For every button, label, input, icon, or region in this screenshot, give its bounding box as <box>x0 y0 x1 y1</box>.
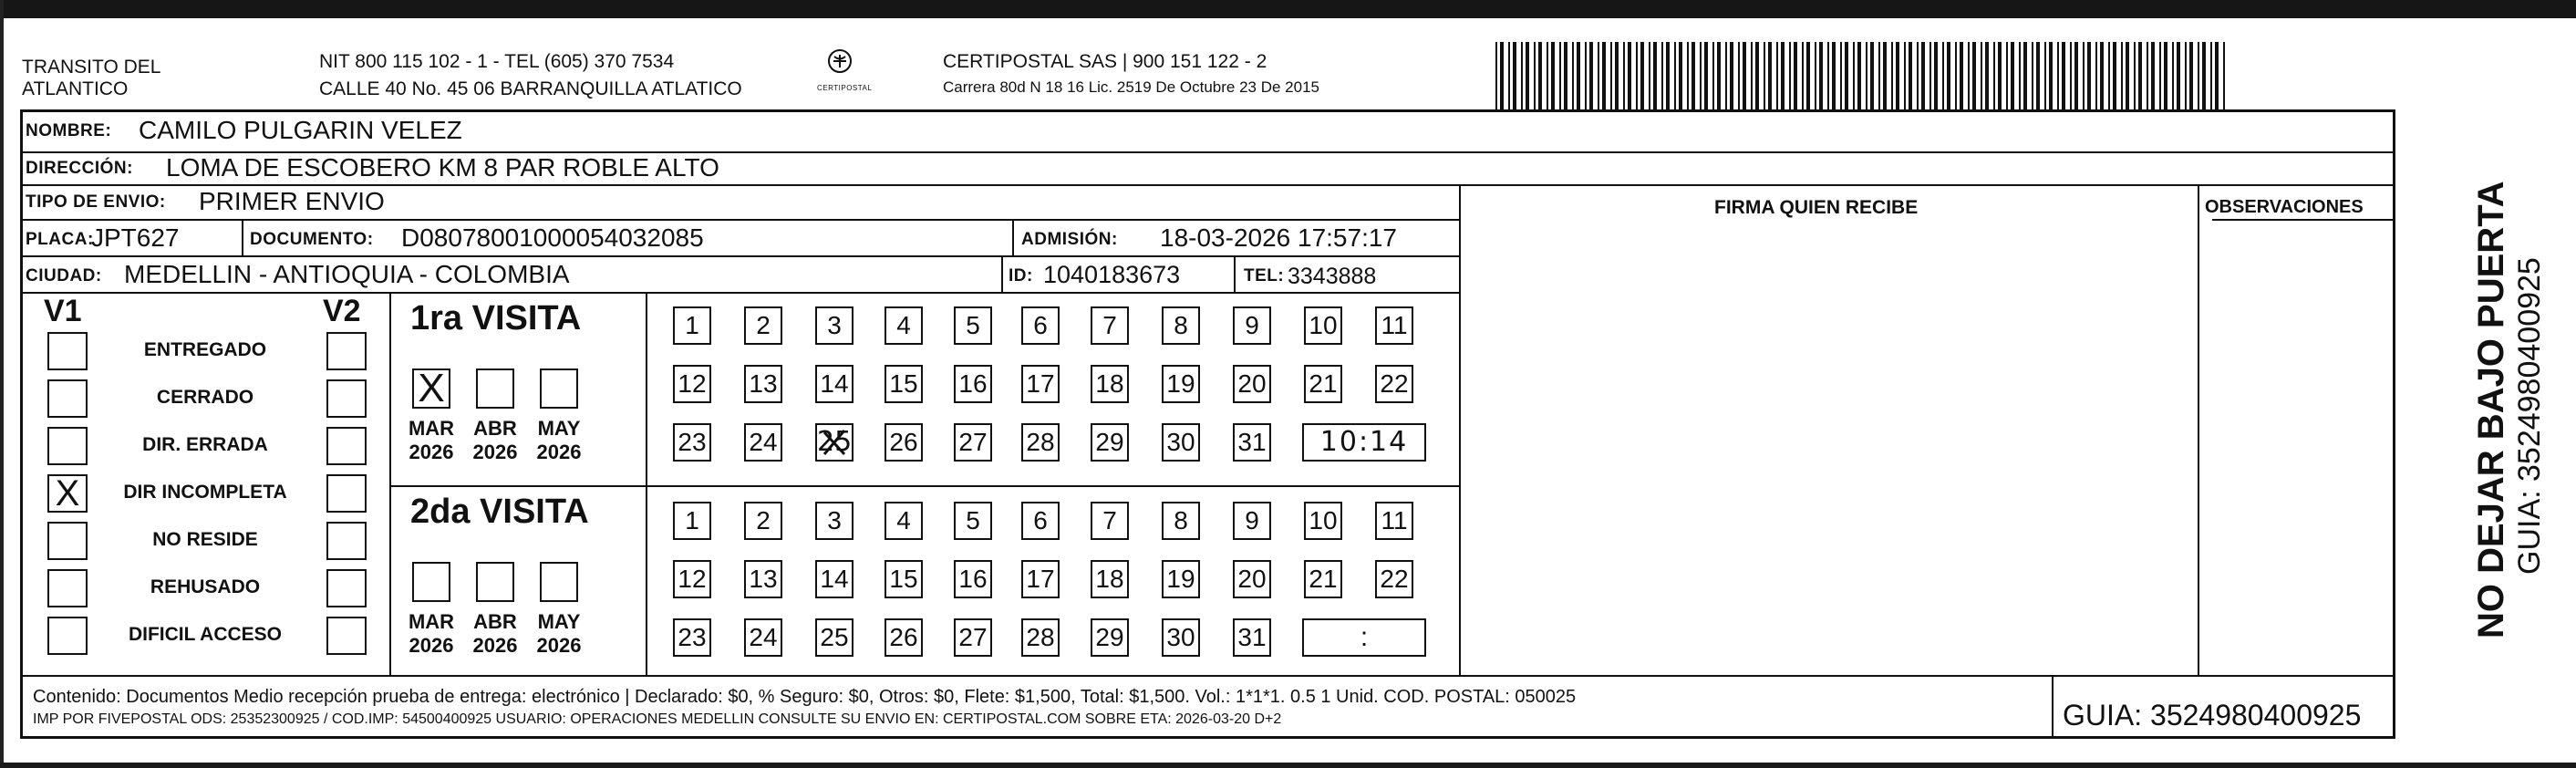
visit-divider <box>389 485 1459 487</box>
barcode-bar <box>2095 42 2097 109</box>
visit2-day-box: 22 <box>1375 560 1413 598</box>
barcode-bar <box>1968 42 1970 109</box>
barcode-bar <box>2147 42 2148 109</box>
barcode-bar <box>1577 42 1580 109</box>
barcode-bar <box>1738 42 1740 109</box>
ciudad-label: CIUDAD: <box>26 266 102 285</box>
barcode-bar <box>1700 42 1702 109</box>
nombre-value: CAMILO PULGARIN VELEZ <box>139 116 462 144</box>
barcode-bar <box>1896 42 1899 109</box>
row-divider <box>2212 219 2395 221</box>
v2-checkbox <box>326 522 367 560</box>
barcode-bar <box>2185 42 2187 109</box>
sender-name <box>22 57 160 100</box>
visit2-month-label: ABR <box>473 610 517 633</box>
sender-name-line2: ATLANTICO <box>22 78 129 99</box>
barcode-bar <box>1921 42 1925 109</box>
visit1-day-box: 7 <box>1091 306 1129 345</box>
visit1-day-box: 21 <box>1304 365 1342 403</box>
v2-header: V2 <box>323 294 361 328</box>
row-divider <box>20 255 1459 257</box>
barcode-bar <box>1712 42 1714 109</box>
id-value: 1040183673 <box>1043 261 1181 288</box>
visit2-day-box: 20 <box>1233 560 1271 598</box>
barcode-bar <box>1981 42 1982 109</box>
barcode-bar <box>1508 42 1510 109</box>
courier-license: Carrera 80d N 18 16 Lic. 2519 De Octubre 23 De 2015 <box>943 78 1319 96</box>
barcode-bar <box>2108 42 2110 109</box>
barcode-bar <box>1819 42 1823 109</box>
barcode-bar <box>1585 42 1587 109</box>
visit1-day-box: 15 <box>885 365 923 403</box>
visit1-day-box: 3 <box>815 306 853 345</box>
footer-column-divider <box>2052 675 2054 739</box>
barcode-bar <box>1985 42 1989 109</box>
sender-details <box>319 51 742 100</box>
tipo-envio-value: PRIMER ENVIO <box>199 187 385 215</box>
barcode-bar <box>1781 42 1785 109</box>
barcode-bar <box>1649 42 1650 109</box>
v2-checkbox <box>326 427 367 465</box>
barcode-bar <box>2011 42 2014 109</box>
barcode-bar <box>2049 42 2053 109</box>
row-divider <box>20 292 1459 294</box>
visit1-day-box: 11 <box>1375 306 1413 345</box>
reason-label: DIR. ERRADA <box>142 434 268 455</box>
visit2-day-box: 12 <box>673 560 711 598</box>
barcode-bar <box>2036 42 2040 109</box>
courier-name: CERTIPOSTAL SAS | 900 151 122 - 2 <box>943 51 1267 72</box>
visit1-day-box: 18 <box>1091 365 1129 403</box>
barcode-bar <box>1947 42 1950 109</box>
visit1-month-label: MAY <box>537 417 581 440</box>
nombre-label: NOMBRE: <box>26 121 112 140</box>
visit2-year-label: 2026 <box>472 634 518 657</box>
visit2-month-checkbox <box>476 562 514 602</box>
barcode-bar <box>1717 42 1721 109</box>
visit1-day-box: 2 <box>744 306 782 345</box>
v2-checkbox <box>326 617 367 655</box>
barcode-bar <box>1960 42 1963 109</box>
barcode-bar <box>1661 42 1663 109</box>
visit1-day-box: 24 <box>744 423 782 462</box>
barcode-bar <box>1764 42 1765 109</box>
scan-top-border <box>0 0 2576 18</box>
visit1-day-box: 8 <box>1162 306 1200 345</box>
barcode-bar <box>2215 42 2219 109</box>
barcode-bar <box>2223 42 2225 109</box>
barcode-bar <box>2198 42 2199 109</box>
barcode-bar <box>1551 42 1555 109</box>
visit2-day-box: 2 <box>744 502 782 540</box>
v1-header: V1 <box>44 294 82 328</box>
visit1-month-label: ABR <box>473 417 517 440</box>
direccion-label: DIRECCIÓN: <box>26 159 133 178</box>
barcode-icon <box>1495 42 2225 109</box>
barcode-bar <box>1815 42 1816 109</box>
v2-checkbox <box>326 379 367 418</box>
visit2-month-checkbox <box>540 562 578 602</box>
barcode-bar <box>1666 42 1670 109</box>
documento-value: D08078001000054032085 <box>401 223 704 252</box>
barcode-bar <box>1674 42 1676 109</box>
visit2-month-label: MAR <box>408 610 455 633</box>
footer-divider <box>20 675 2395 677</box>
barcode-bar <box>2159 42 2161 109</box>
placa-label: PLACA: <box>26 230 94 249</box>
visit1-day-box: 22 <box>1375 365 1413 403</box>
sender-address: CALLE 40 No. 45 06 BARRANQUILLA ATLATICO <box>319 78 742 99</box>
barcode-bar <box>1743 42 1746 109</box>
no-dejar-warning: NO DEJAR BAJO PUERTA <box>2471 181 2511 638</box>
barcode-bar <box>1934 42 1938 109</box>
visit2-day-box: 17 <box>1021 560 1060 598</box>
barcode-bar <box>1891 42 1893 109</box>
visit2-year-label: 2026 <box>409 634 454 657</box>
barcode-bar <box>2070 42 2072 109</box>
visit1-day-box: 31 <box>1233 423 1271 462</box>
column-divider <box>1001 257 1003 292</box>
scan-left-edge <box>0 0 4 768</box>
visit1-day-box: 4 <box>885 306 923 345</box>
barcode-bar <box>1909 42 1912 109</box>
documento-label: DOCUMENTO: <box>250 230 374 249</box>
barcode-bar <box>2210 42 2212 109</box>
v2-checkbox <box>326 474 367 513</box>
tel-value: 3343888 <box>1288 264 1377 289</box>
visit1-day-box: 30 <box>1162 423 1200 462</box>
visit1-day-box-marked: 25 <box>815 423 853 462</box>
visit2-day-box: 28 <box>1021 618 1060 657</box>
barcode-bar <box>1495 42 1497 109</box>
id-label: ID: <box>1009 266 1033 285</box>
barcode-bar <box>1559 42 1561 109</box>
barcode-bar <box>2019 42 2021 109</box>
column-divider <box>1012 221 1014 255</box>
visit2-day-box: 30 <box>1162 618 1200 657</box>
visit1-time-box: 10:14 <box>1302 423 1426 462</box>
barcode-bar <box>1564 42 1567 109</box>
column-divider <box>646 292 647 675</box>
barcode-bar <box>1687 42 1689 109</box>
barcode-bar <box>2062 42 2065 109</box>
visit2-day-box: 31 <box>1233 618 1271 657</box>
barcode-bar <box>1602 42 1606 109</box>
side-text-rotated <box>2471 181 2548 638</box>
barcode-bar <box>1534 42 1536 109</box>
visit1-day-box: 29 <box>1091 423 1129 462</box>
barcode-bar <box>2202 42 2206 109</box>
reason-label: CERRADO <box>156 387 254 408</box>
barcode-bar <box>1636 42 1638 109</box>
visit2-day-box: 27 <box>954 618 992 657</box>
barcode-bar <box>1883 42 1887 109</box>
barcode-bar <box>1845 42 1848 109</box>
barcode-bar <box>2138 42 2142 109</box>
tipo-envio-label: TIPO DE ENVIO: <box>26 192 166 212</box>
visit2-day-box: 21 <box>1304 560 1342 598</box>
visit1-day-box: 9 <box>1233 306 1271 345</box>
barcode-bar <box>1598 42 1599 109</box>
barcode-bar <box>2172 42 2174 109</box>
barcode-bar <box>1691 42 1695 109</box>
visit2-year-label: 2026 <box>536 634 582 657</box>
barcode-bar <box>1827 42 1829 109</box>
visit2-day-box: 4 <box>885 502 923 540</box>
barcode-bar <box>1789 42 1791 109</box>
barcode-bar <box>1866 42 1867 109</box>
barcode-bar <box>1730 42 1733 109</box>
visit2-day-box: 13 <box>744 560 782 598</box>
cross-mark-icon <box>817 425 852 460</box>
visit1-year-label: 2026 <box>472 441 518 463</box>
barcode-bar <box>1857 42 1861 109</box>
admision-label: ADMISIÓN: <box>1021 230 1118 249</box>
v1-checkbox <box>47 379 88 418</box>
barcode-bar <box>1751 42 1753 109</box>
visit2-day-box: 5 <box>954 502 992 540</box>
visit1-day-box: 16 <box>954 365 992 403</box>
visit1-month-checkbox <box>476 368 514 409</box>
barcode-bar <box>2177 42 2180 109</box>
v1-checkbox <box>47 427 88 465</box>
imp-line: IMP POR FIVEPOSTAL ODS: 25352300925 / COD.IMP: 54500400925 USUARIO: OPERACIONES MEDELLIN CONSULTE SU ENVIO EN: CERTIPOSTAL.COM SOBRE ETA: 2026-03-20 D+2 <box>33 711 1282 727</box>
barcode-bar <box>1572 42 1574 109</box>
barcode-bar <box>1623 42 1625 109</box>
v2-checkbox <box>326 332 367 370</box>
row-divider <box>20 184 2395 186</box>
column-divider <box>389 292 391 675</box>
row-divider <box>20 219 1459 221</box>
visit2-day-box: 18 <box>1091 560 1129 598</box>
visit1-month-checkbox <box>540 368 578 409</box>
logo-caption: CERTIPOSTAL <box>817 84 873 92</box>
barcode-bar <box>1768 42 1772 109</box>
visit1-year-label: 2026 <box>536 441 582 463</box>
barcode-bar <box>2006 42 2008 109</box>
barcode-bar <box>1589 42 1593 109</box>
column-divider <box>2198 184 2199 675</box>
barcode-bar <box>1972 42 1976 109</box>
barcode-bar <box>2023 42 2027 109</box>
visit2-day-box: 29 <box>1091 618 1129 657</box>
barcode-bar <box>1704 42 1708 109</box>
reason-label: REHUSADO <box>150 576 261 597</box>
v1-checkbox <box>47 332 88 370</box>
barcode-bar <box>2126 42 2129 109</box>
visit2-day-box: 23 <box>673 618 711 657</box>
barcode-bar <box>2044 42 2046 109</box>
barcode-bar <box>1904 42 1906 109</box>
ciudad-value: MEDELLIN - ANTIOQUIA - COLOMBIA <box>124 260 570 288</box>
v2-checkbox <box>326 569 367 607</box>
barcode-bar <box>1776 42 1778 109</box>
barcode-bar <box>2164 42 2167 109</box>
reason-label: ENTREGADO <box>143 339 267 360</box>
visit1-day-box: 14 <box>815 365 853 403</box>
visit2-month-label: MAY <box>537 610 581 633</box>
barcode-bar <box>1679 42 1682 109</box>
barcode-bar <box>1755 42 1759 109</box>
visit2-day-box: 24 <box>744 618 782 657</box>
visit2-day-box: 11 <box>1375 502 1413 540</box>
visit1-day-box: 5 <box>954 306 992 345</box>
visit2-month-checkbox <box>412 562 450 602</box>
visit2-day-box: 8 <box>1162 502 1200 540</box>
barcode-bar <box>1917 42 1919 109</box>
barcode-bar <box>1628 42 1631 109</box>
visit2-day-box: 14 <box>815 560 853 598</box>
visit1-day-box: 13 <box>744 365 782 403</box>
barcode-bar <box>1521 42 1523 109</box>
placa-value: JPT627 <box>91 223 180 252</box>
visit1-day-box: 1 <box>673 306 711 345</box>
sender-nit: NIT 800 115 102 - 1 - TEL (605) 370 7534 <box>319 51 675 72</box>
barcode-bar <box>1653 42 1657 109</box>
certipostal-logo-icon <box>823 47 856 80</box>
barcode-bar <box>2151 42 2155 109</box>
barcode-bar <box>2134 42 2136 109</box>
barcode-bar <box>2032 42 2033 109</box>
visit2-day-box: 9 <box>1233 502 1271 540</box>
barcode-bar <box>2057 42 2059 109</box>
observaciones-header: OBSERVACIONES <box>2205 197 2364 217</box>
visit1-day-box: 12 <box>673 365 711 403</box>
barcode-bar <box>1942 42 1944 109</box>
visit1-day-box: 17 <box>1021 365 1060 403</box>
v1-checkbox <box>47 569 88 607</box>
barcode-bar <box>1640 42 1644 109</box>
visit2-day-box: 3 <box>815 502 853 540</box>
visit2-day-box: 1 <box>673 502 711 540</box>
admision-value: 18-03-2026 17:57:17 <box>1160 223 1397 252</box>
visit1-month-label: MAR <box>408 417 455 440</box>
sender-name-line1: TRANSITO DEL <box>22 57 161 78</box>
barcode-bar <box>1955 42 1957 109</box>
visit1-day-box: 10 <box>1304 306 1342 345</box>
visit2-day-box: 19 <box>1162 560 1200 598</box>
visit2-day-box: 10 <box>1304 502 1342 540</box>
side-guia: GUIA: 3524980400925 <box>2512 257 2547 575</box>
visit1-day-box: 20 <box>1233 365 1271 403</box>
visit1-day-box: 28 <box>1021 423 1060 462</box>
barcode-bar <box>1832 42 1836 109</box>
barcode-bar <box>1993 42 1995 109</box>
barcode-bar <box>1853 42 1855 109</box>
visit1-month-checkbox: X <box>412 368 450 409</box>
v1-checkbox <box>47 617 88 655</box>
visit1-day-box: 26 <box>885 423 923 462</box>
barcode-bar <box>1526 42 1529 109</box>
column-divider <box>242 221 243 255</box>
barcode-bar <box>1870 42 1874 109</box>
column-divider <box>1459 184 1461 675</box>
visit2-day-box: 15 <box>885 560 923 598</box>
visit2-day-box: 7 <box>1091 502 1129 540</box>
barcode-bar <box>1802 42 1804 109</box>
reason-label: DIR INCOMPLETA <box>123 482 287 503</box>
visit1-title: 1ra VISITA <box>410 299 582 337</box>
barcode-bar <box>1547 42 1548 109</box>
barcode-bar <box>1840 42 1842 109</box>
visit1-day-box: 27 <box>954 423 992 462</box>
visit1-day-box: 6 <box>1021 306 1060 345</box>
barcode-bar <box>2113 42 2116 109</box>
guia-footer: GUIA: 3524980400925 <box>2063 699 2362 732</box>
barcode-bar <box>2121 42 2123 109</box>
tel-label: TEL: <box>1244 266 1285 285</box>
barcode-bar <box>1806 42 1810 109</box>
barcode-bar <box>1878 42 1880 109</box>
column-divider <box>1234 257 1236 292</box>
barcode-bar <box>1929 42 1931 109</box>
visit2-day-box: 16 <box>954 560 992 598</box>
barcode-bar <box>2074 42 2078 109</box>
barcode-bar <box>1998 42 2002 109</box>
visit1-day-box: 19 <box>1162 365 1200 403</box>
barcode-bar <box>2100 42 2104 109</box>
barcode-bar <box>1725 42 1727 109</box>
visit2-day-box: 26 <box>885 618 923 657</box>
visit2-day-box: 6 <box>1021 502 1060 540</box>
visit2-time-box: : <box>1302 618 1426 657</box>
barcode-bar <box>1794 42 1797 109</box>
barcode-bar <box>2087 42 2091 109</box>
contenido-line: Contenido: Documentos Medio recepción prueba de entrega: electrónico | Declarado: $0, % Seguro: $0, Otros: $0, Flete: $1,500, Total: $1,500. Vol.: 1*1*1. 0.5 1 Unid. COD. POSTAL: 050025 <box>33 687 1577 707</box>
visit1-year-label: 2026 <box>409 441 454 463</box>
scan-bottom-edge <box>0 763 2576 768</box>
visit1-day-box: 23 <box>673 423 711 462</box>
barcode-bar <box>1513 42 1516 109</box>
firma-header: FIRMA QUIEN RECIBE <box>1714 197 1919 218</box>
barcode-bar <box>2083 42 2085 109</box>
reason-label: NO RESIDE <box>152 529 258 550</box>
barcode-bar <box>1500 42 1504 109</box>
visit2-day-box: 25 <box>815 618 853 657</box>
reason-label: DIFICIL ACCESO <box>128 624 282 645</box>
barcode-bar <box>2189 42 2193 109</box>
direccion-value: LOMA DE ESCOBERO KM 8 PAR ROBLE ALTO <box>166 153 719 182</box>
barcode-bar <box>1615 42 1619 109</box>
v1-checkbox: X <box>47 474 88 513</box>
v1-checkbox <box>47 522 88 560</box>
barcode-bar <box>1538 42 1542 109</box>
barcode-bar <box>1610 42 1612 109</box>
visit2-title: 2da VISITA <box>410 493 589 531</box>
courier-details <box>943 51 1319 97</box>
